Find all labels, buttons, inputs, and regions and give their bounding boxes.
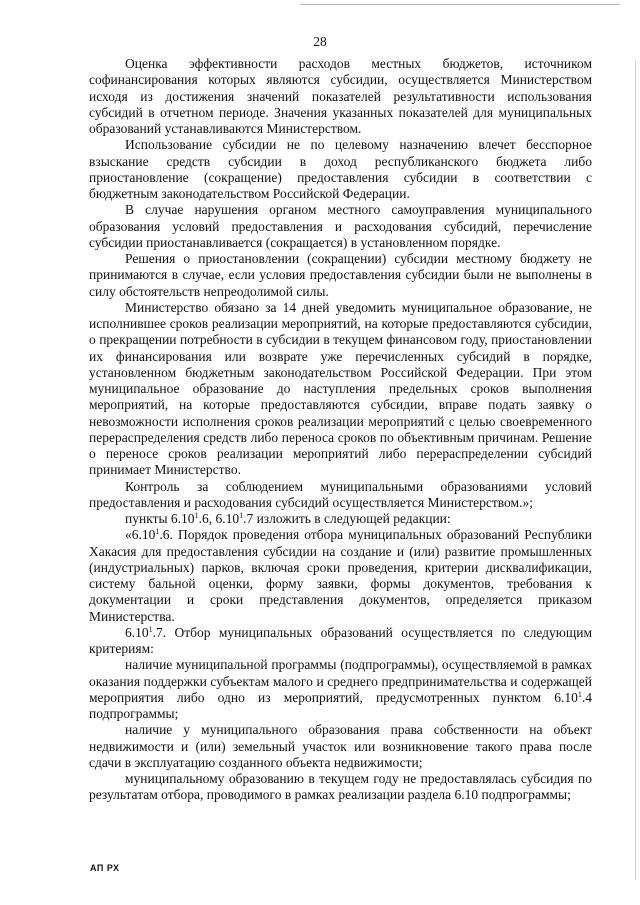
paragraph-violation: В случае нарушения органом местного самоуправления муниципального образования условий предоставления и расходования субсидий, перечисление субсидии приостанавливается (сокращается) в установленном порядке.: [89, 202, 592, 250]
page-number: 28: [313, 34, 327, 49]
criterion-ownership: наличие у муниципального образования права собственности на объект недвижимости и (или) земельный участок или возникновение такого права после сдачи в эксплуатацию созданного объекта недвижимости;: [89, 722, 592, 770]
paragraph-force-majeure: Решения о приостановлении (сокращении) субсидии местному бюджету не принимаются в случае, если условия предоставления субсидии были не выполнены в силу обстоятельств непреодолимой силы.: [89, 251, 592, 299]
paragraph-notification: Министерство обязано за 14 дней уведомить муниципальное образование, не исполнившее сроков реализации мероприятий, на которые предоставляются субсидии, о прекращении потребности в субсидии в текущем финансовом году, приостановлении их финансирования или возврате уже перечисленных субсидий в порядке, установленном бюджетным законодательством Российской Федерации. При этом муниципальное образование до наступления предельных сроков выполнения мероприятий, на которые предоставляются субсидии, вправе подать заявку о невозможности исполнения сроков реализации мероприятий с целью своевременного перераспределения средств либо переноса сроков по объективным причинам. Решение о переносе сроков реализации мероприятий либо перераспределении субсидий принимает Министерство.: [89, 299, 592, 478]
scan-edge-right: [635, 60, 636, 880]
clause-6-10-1-6: «6.10$^1$.6. Порядок проведения отбора муниципальных образований Республики Хакасия для предоставления субсидии на создание и (или) развитие промышленных (индустриальных) парков, включая сроки проведения, критерии дисквалификации, систему бальной оценки, форму заявки, формы документов, требования к документации и сроки представления документов, определяется приказом Министерства.: [89, 527, 592, 624]
paragraph-control: Контроль за соблюдением муниципальными образованиями условий предоставления и расходования субсидий осуществляется Министерством.»;: [89, 478, 592, 510]
paragraph-efficiency: Оценка эффективности расходов местных бюджетов, источником софинансирования которых являются субсидии, осуществляется Министерством исходя из достижения значений показателей результативности использования субсидий в отчетном периоде. Значения указанных показателей для муниципальных образований устанавливаются Министерством.: [89, 56, 592, 136]
document-body: [89, 56, 592, 804]
footer-mark: АП РХ: [90, 863, 120, 873]
criterion-no-prior-subsidy: муниципальному образованию в текущем году не предоставлялась субсидия по результатам отбора, проводимого в рамках реализации раздела 6.10 подпрограммы;: [89, 771, 592, 803]
clause-6-10-1-7: 6.10$^1$.7. Отбор муниципальных образований осуществляется по следующим критериям:: [89, 624, 592, 656]
paragraph-amendment: пункты 6.10$^1$.6, 6.10$^1$.7 изложить в следующей редакции:: [125, 511, 451, 526]
criterion-program: наличие муниципальной программы (подпрограммы), осуществляемой в рамках оказания поддержки субъектам малого и среднего предпринимательства и содержащей мероприятия либо одно из мероприятий, предусмотренных пунктом 6.10$^1$.4 подпрограммы;: [89, 657, 592, 721]
paragraph-misuse: Использование субсидии не по целевому назначению влечет бесспорное взыскание средств субсидии в доход республиканского бюджета либо приостановление (сокращение) предоставления субсидии в соответствии с бюджетным законодательством Российской Федерации.: [89, 137, 592, 201]
scan-edge-top: [300, 4, 620, 5]
